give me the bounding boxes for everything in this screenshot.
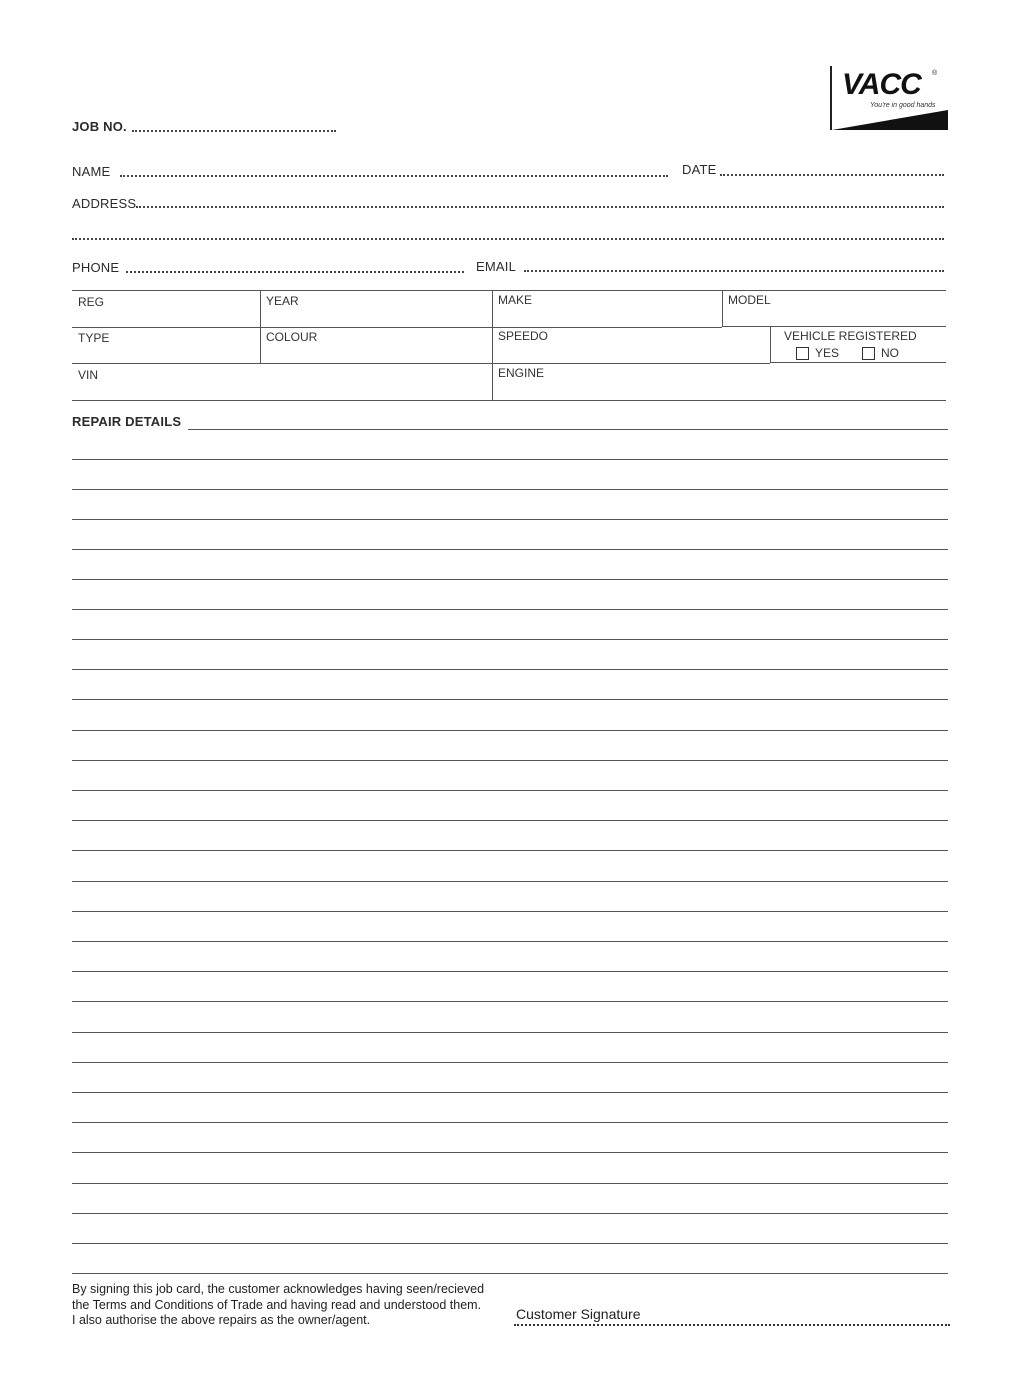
name-label: NAME	[72, 164, 111, 179]
repair-line[interactable]	[72, 790, 948, 791]
engine-label: ENGINE	[498, 366, 545, 380]
date-label: DATE	[682, 162, 717, 177]
phone-field[interactable]	[126, 271, 464, 273]
address-field-line-1[interactable]	[136, 206, 944, 208]
registered-yes-option[interactable]	[796, 346, 839, 360]
make-label: MAKE	[498, 293, 533, 307]
vehicle-details-table	[72, 290, 946, 400]
type-label: TYPE	[78, 331, 110, 345]
logo-registered-mark: ®	[932, 70, 938, 77]
repair-line[interactable]	[72, 1243, 948, 1244]
terms-line: I also authorise the above repairs as the owner/agent.	[72, 1313, 371, 1327]
repair-line[interactable]	[72, 1152, 948, 1153]
repair-line[interactable]	[72, 1062, 948, 1063]
repair-line[interactable]	[72, 1092, 948, 1093]
repair-line[interactable]	[72, 1213, 948, 1214]
year-label: YEAR	[266, 294, 299, 308]
address-label: ADDRESS	[72, 196, 137, 211]
repair-details-label: REPAIR DETAILS	[72, 414, 182, 429]
repair-line[interactable]	[72, 639, 948, 640]
repair-line[interactable]	[72, 850, 948, 851]
job-no-field[interactable]	[132, 130, 336, 132]
logo-tagline: You're in good hands	[870, 102, 936, 109]
repair-line[interactable]	[72, 549, 948, 550]
repair-line[interactable]	[72, 1122, 948, 1123]
repair-line[interactable]	[72, 911, 948, 912]
job-no-label: JOB NO.	[72, 119, 127, 134]
customer-signature-field[interactable]	[514, 1324, 950, 1326]
terms-line: the Terms and Conditions of Trade and having read and understood them.	[72, 1297, 482, 1312]
name-field[interactable]	[120, 175, 668, 177]
repair-line[interactable]	[72, 820, 948, 821]
customer-signature-label: Customer Signature	[516, 1306, 641, 1322]
terms-acknowledgement	[72, 1282, 502, 1329]
logo-swoosh-icon	[830, 110, 948, 130]
vehicle-registered-label: VEHICLE REGISTERED	[784, 329, 917, 343]
repair-line[interactable]	[72, 881, 948, 882]
phone-label: PHONE	[72, 260, 120, 275]
repair-line[interactable]	[72, 459, 948, 460]
repair-line[interactable]	[72, 1001, 948, 1002]
speedo-label: SPEEDO	[498, 329, 549, 343]
registered-yes-label: YES	[815, 346, 840, 360]
registered-no-label: NO	[881, 346, 899, 360]
email-field[interactable]	[524, 270, 944, 272]
registered-no-checkbox[interactable]	[862, 347, 875, 360]
reg-label: REG	[78, 295, 105, 309]
repair-line[interactable]	[72, 941, 948, 942]
date-field[interactable]	[720, 174, 944, 176]
repair-line[interactable]	[72, 609, 948, 610]
repair-details-line-0[interactable]	[188, 429, 948, 430]
repair-line[interactable]	[72, 971, 948, 972]
repair-line[interactable]	[72, 1183, 948, 1184]
repair-line[interactable]	[72, 1273, 948, 1274]
registered-yes-checkbox[interactable]	[796, 347, 809, 360]
repair-line[interactable]	[72, 489, 948, 490]
repair-line[interactable]	[72, 519, 948, 520]
address-field-line-2[interactable]	[72, 238, 944, 240]
logo-wordmark: VACC	[842, 68, 921, 101]
repair-line[interactable]	[72, 760, 948, 761]
repair-line[interactable]	[72, 699, 948, 700]
model-label: MODEL	[728, 293, 771, 307]
repair-line[interactable]	[72, 1032, 948, 1033]
vacc-logo	[830, 66, 948, 130]
colour-label: COLOUR	[266, 330, 318, 344]
repair-line[interactable]	[72, 669, 948, 670]
repair-line[interactable]	[72, 579, 948, 580]
repair-line[interactable]	[72, 730, 948, 731]
vin-label: VIN	[78, 368, 99, 382]
terms-line: By signing this job card, the customer acknowledges having seen/recieved	[72, 1282, 485, 1296]
registered-no-option[interactable]	[862, 346, 899, 360]
email-label: EMAIL	[476, 259, 517, 274]
